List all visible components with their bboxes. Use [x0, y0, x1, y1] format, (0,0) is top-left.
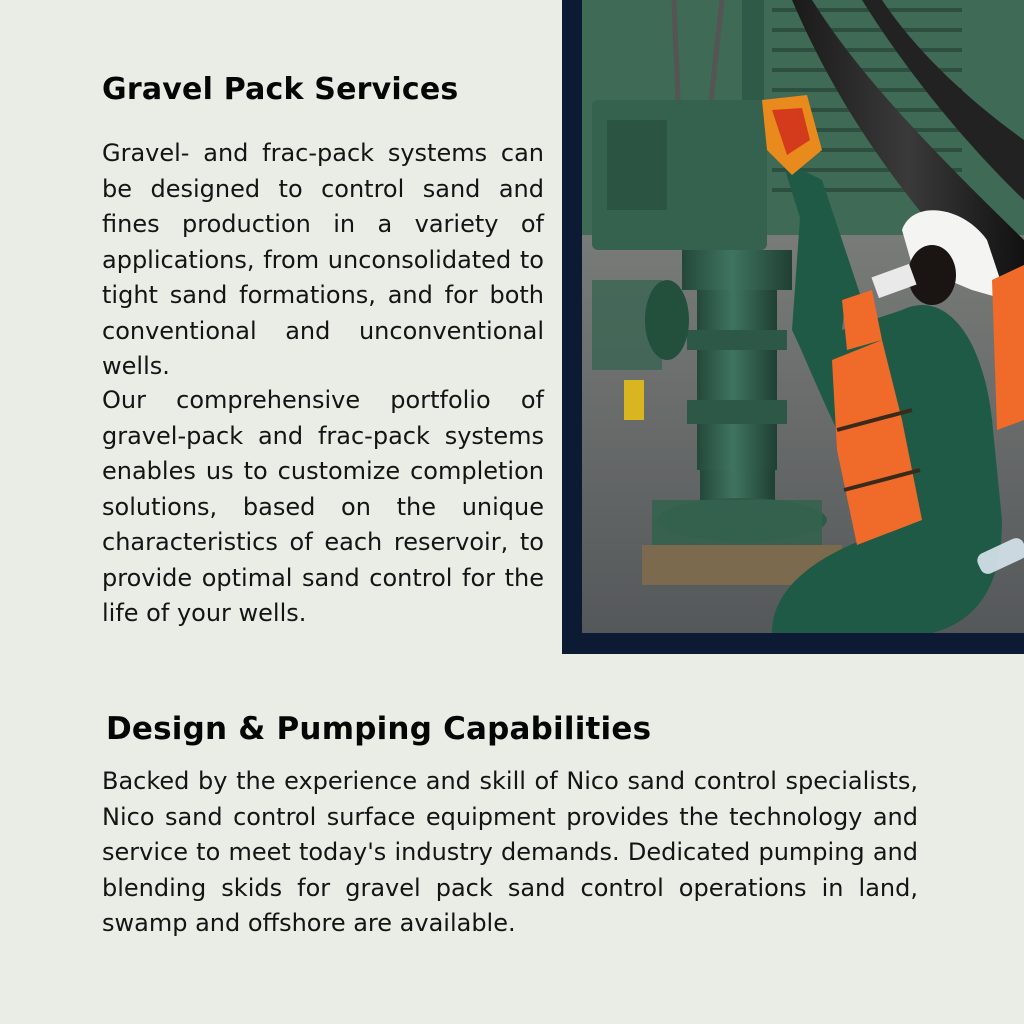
- gravel-pack-paragraph-1: Gravel- and frac-pack systems can be designed to control sand and fines production in a variety of applications, from unconsolidated to tight sand formations, and for both conventional and unconventional wells.: [102, 139, 544, 380]
- wellsite-photo: [582, 0, 1024, 633]
- section-title-gravel-pack: Gravel Pack Services: [102, 72, 459, 107]
- photo-frame: [562, 0, 1024, 654]
- gravel-pack-paragraph-2: Our comprehensive portfolio of gravel-pack and frac-pack systems enables us to customize completion solutions, based on the unique characteristics of each reservoir, to provide optimal sand control for the life of your wells.: [102, 386, 544, 627]
- section-title-design-pumping: Design & Pumping Capabilities: [106, 711, 652, 747]
- design-pumping-paragraph: Backed by the experience and skill of Nico sand control specialists, Nico sand control surface equipment provides the technology and service to meet today's industry demands. Dedicated pumping and blending skids for gravel pack sand control operations in land, swamp and offshore are available.: [102, 767, 918, 937]
